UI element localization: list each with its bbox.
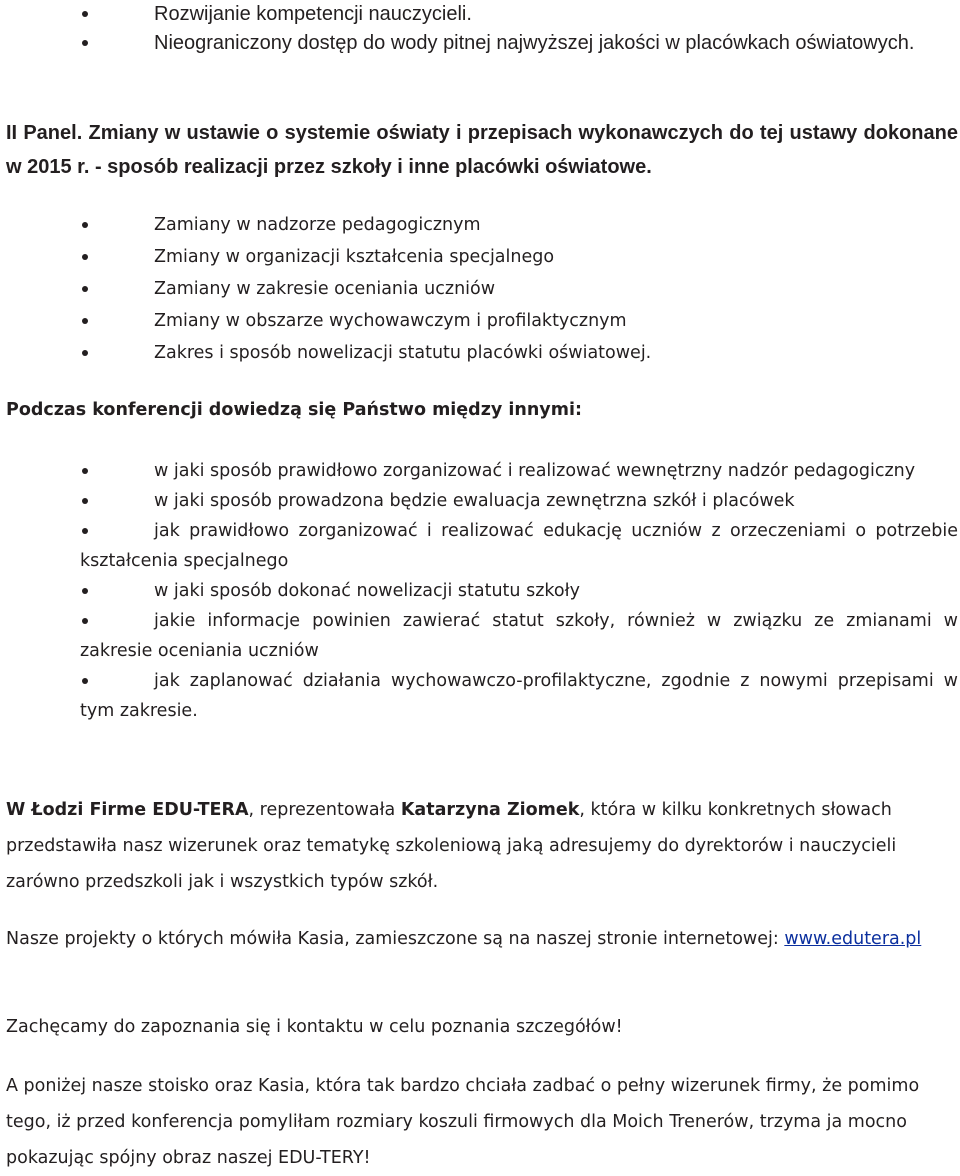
list-item-text: Zmiany w obszarze wychowawczym i profilaktycznym (154, 311, 627, 331)
list-item-text: w jaki sposób prawidłowo zorganizować i realizować wewnętrzny nadzór pedagogiczny (154, 461, 916, 481)
city-company-text: W Łodzi Firme EDU-TERA (6, 800, 249, 820)
list-item (0, 456, 958, 486)
list-item (0, 516, 958, 576)
stand-paragraph: A poniżej nasze stoisko oraz Kasia, która tak bardzo chciała zadbać o pełny wizerunek firmy, że pomimo tego, iż przed konferencja pomyliłam rozmiary koszuli firmowych dla Moich Trenerów, trzyma ja mocno pokazując spójny obraz naszej EDU-TERY! (6, 1076, 920, 1168)
list-item-text: jak zaplanować działania wychowawczo-profilaktyczne, zgodnie z nowymi przepisami w tym zakresie. (80, 671, 958, 721)
bullet-icon (82, 618, 88, 624)
list-item-text: Nieograniczony dostęp do wody pitnej najwyższej jakości w placówkach oświatowych. (154, 32, 915, 54)
bullet-icon (82, 468, 88, 474)
benefits-list (0, 0, 960, 58)
panel-topics-list (0, 209, 960, 369)
projects-paragraph (6, 922, 956, 957)
bullet-icon (82, 11, 88, 17)
list-item-text: jakie informacje powinien zawierać statut szkoły, również w związku ze zmianami w zakresie oceniania uczniów (80, 611, 958, 661)
paragraph-text: , która w kilku konkretnych słowach przedstawiła nasz wizerunek oraz tematykę szkoleniową jaką adresujemy do dyrektorów i nauczycieli zarówno przedszkoli jak i wszystkich typów szkół. (6, 800, 897, 892)
list-item-text: w jaki sposób prowadzona będzie ewaluacja zewnętrzna szkół i placówek (154, 491, 795, 511)
list-item (0, 273, 960, 305)
bullet-icon (82, 498, 88, 504)
bullet-icon (82, 588, 88, 594)
list-item (0, 209, 960, 241)
learning-points-list (0, 456, 958, 726)
list-item-text: w jaki sposób dokonać nowelizacji statutu szkoły (154, 581, 580, 601)
list-item-text: Zamiany w nadzorze pedagogicznym (154, 215, 481, 235)
bullet-icon (82, 254, 88, 260)
list-item (0, 576, 958, 606)
list-item-text: Rozwijanie kompetencji nauczycieli. (154, 3, 472, 25)
section-lead: Podczas konferencji dowiedzą się Państwo między innymi: (6, 400, 582, 420)
bullet-icon (82, 318, 88, 324)
list-item (0, 305, 960, 337)
list-item (0, 241, 960, 273)
bullet-icon (82, 678, 88, 684)
bullet-icon (82, 528, 88, 534)
list-item (0, 606, 958, 666)
list-item-text: jak prawidłowo zorganizować i realizować edukację uczniów z orzeczeniami o potrzebie kształcenia specjalnego (80, 521, 958, 571)
representative-paragraph (6, 792, 956, 900)
bullet-icon (82, 222, 88, 228)
bullet-icon (82, 350, 88, 356)
list-item-text: Zakres i sposób nowelizacji statutu placówki oświatowej. (154, 343, 652, 363)
bullet-icon (82, 286, 88, 292)
list-item (0, 486, 958, 516)
list-item (0, 337, 960, 369)
contact-paragraph: Zachęcamy do zapoznania się i kontaktu w celu poznania szczegółów! (6, 1017, 623, 1037)
list-item-text: Zmiany w organizacji kształcenia specjalnego (154, 247, 555, 267)
list-item (0, 29, 960, 58)
website-link[interactable]: www.edutera.pl (784, 929, 922, 949)
paragraph-text: , reprezentowała (248, 800, 401, 820)
panel-heading: II Panel. Zmiany w ustawie o systemie oświaty i przepisach wykonawczych do tej ustawy dokonane w 2015 r. - sposób realizacji przez szkoły i inne placówki oświatowe. (6, 122, 958, 178)
representative-name: Katarzyna Ziomek (400, 800, 580, 820)
bullet-icon (82, 40, 88, 46)
list-item (0, 666, 958, 726)
list-item (0, 0, 960, 29)
list-item-text: Zamiany w zakresie oceniania uczniów (154, 279, 496, 299)
paragraph-text: Nasze projekty o których mówiła Kasia, zamieszczone są na naszej stronie internetowej: (6, 929, 785, 949)
